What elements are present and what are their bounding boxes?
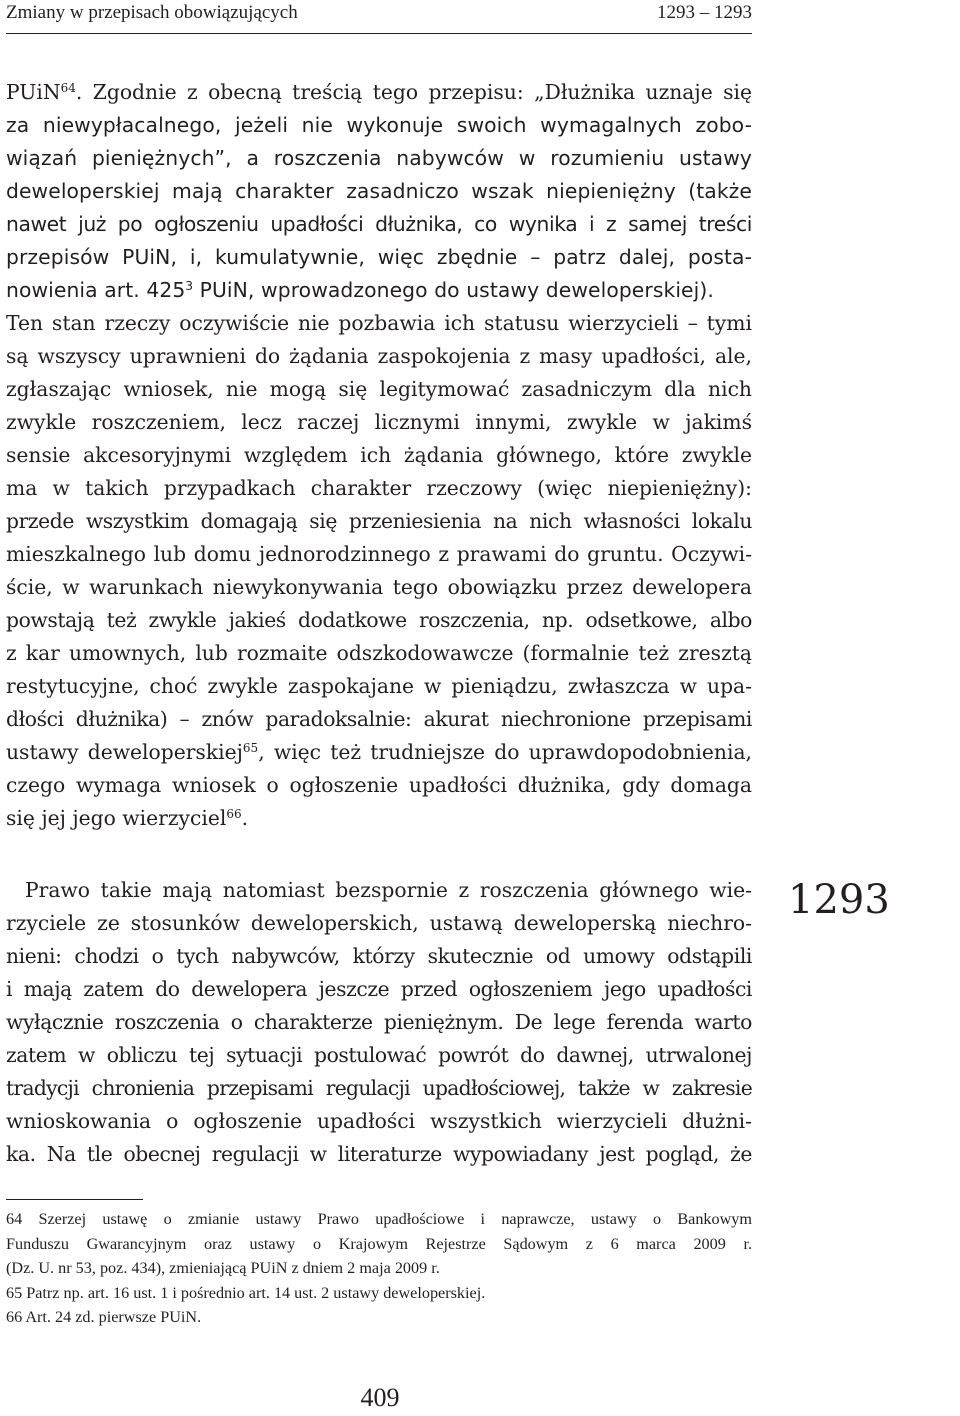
footnote-ref-65[interactable]: 65 xyxy=(242,741,259,755)
paragraph-1 xyxy=(6,76,752,835)
text-line: wiązań pieniężnych”, a roszczenia nabywców w rozumieniu ustawy xyxy=(6,146,752,170)
text-line: wyłącznie roszczenia o charakterze pieniężnym. De lege ferenda warto xyxy=(6,1010,752,1034)
page-number: 409 xyxy=(360,1383,400,1412)
text-line: powstają też zwykle jakieś dodatkowe roszczenia, np. odsetkowe, albo xyxy=(6,608,752,632)
text-line: przede wszystkim domagają się przeniesienia na nich własności lokalu xyxy=(6,509,752,533)
text-line: wnioskowania o ogłoszenie upadłości wszystkich wierzycieli dłużni- xyxy=(6,1109,752,1133)
footnotes xyxy=(6,1207,752,1330)
text-line: sensie akcesoryjnymi względem ich żądania głównego, które zwykle xyxy=(6,443,752,467)
text-line: są wszyscy uprawnieni do żądania zaspokojenia z masy upadłości, ale, xyxy=(6,344,752,368)
text-line: zwykle roszczeniem, lecz raczej licznymi innymi, zwykle w jakimś xyxy=(6,410,752,434)
footnote-66: 66 Art. 24 zd. pierwsze PUiN. xyxy=(6,1308,202,1326)
text-line: PUiN$^{64}$. Zgodnie z obecną treścią tego przepisu: „Dłużnika uznaje się xyxy=(6,80,752,104)
text-line: ście, w warunkach niewykonywania tego obowiązku przez dewelopera xyxy=(6,575,752,599)
text-line: z kar umownych, lub rozmaite odszkodowawcze (formalnie też zresztą xyxy=(6,641,752,665)
text-line: mieszkalnego lub domu jednorodzinnego z prawami do gruntu. Oczywi- xyxy=(6,542,752,566)
footnote-rule xyxy=(6,1199,143,1200)
text-line: deweloperskiej mają charakter zasadniczo wszak niepieniężny (także xyxy=(6,179,752,203)
text-line: nowienia art. $425^3$ PUiN, wprowadzonego do ustawy deweloperskiej). xyxy=(6,278,714,302)
footnote-64: 64 Szerzej ustawę o zmianie ustawy Prawo upadłościowe i naprawcze, ustawy o Bankowym xyxy=(6,1210,752,1228)
text-line: zatem w obliczu tej sytuacji postulować powrót do dawnej, utrwalonej xyxy=(6,1043,752,1067)
text-line: ustawy deweloperskiej$^{65}$, więc też trudniejsze do uprawdopodobnienia, xyxy=(6,740,752,764)
text-line: dłości dłużnika) – znów paradoksalnie: akurat niechronione przepisami xyxy=(6,707,752,731)
text-line: ka. Na tle obecnej regulacji w literaturze wypowiadany jest pogląd, że xyxy=(6,1142,752,1166)
text-line: za niewypłacalnego, jeżeli nie wykonuje swoich wymagalnych zobo- xyxy=(6,113,752,137)
paragraph-2 xyxy=(6,874,752,1171)
text-line: nieni: chodzi o tych nabywców, którzy skutecznie od umowy odstąpili xyxy=(6,944,752,968)
margin-number: 1293 xyxy=(788,877,890,923)
footnote-ref-66[interactable]: 66 xyxy=(226,807,242,821)
footnote-64-cont: (Dz. U. nr 53, poz. 434), zmieniającą PUiN z dniem 2 maja 2009 r. xyxy=(6,1259,440,1277)
running-header xyxy=(6,2,752,24)
text-line: się jej jego wierzyciel$^{66}$. xyxy=(6,806,249,830)
text-line: rzyciele ze stosunków deweloperskich, ustawą deweloperską niechro- xyxy=(6,911,752,935)
header-rule xyxy=(6,33,752,34)
footnote-64-cont: Funduszu Gwarancyjnym oraz ustawy o Krajowym Rejestrze Sądowym z 6 marca 2009 r. xyxy=(6,1234,752,1253)
text-line: i mają zatem do dewelopera jeszcze przed ogłoszeniem jego upadłości xyxy=(6,977,752,1001)
text-line: ma w takich przypadkach charakter rzeczowy (więc niepieniężny): xyxy=(6,476,752,500)
text-line: Ten stan rzeczy oczywiście nie pozbawia ich statusu wierzycieli – tymi xyxy=(6,311,752,335)
footnote-ref-64[interactable]: 64 xyxy=(60,81,76,95)
section-title: Zmiany w przepisach obowiązujących xyxy=(6,2,298,23)
text-line: tradycji chronienia przepisami regulacji upadłościowej, także w zakresie xyxy=(6,1076,752,1100)
margin-range: 1293 – 1293 xyxy=(657,2,752,23)
text-line: restytucyjne, choć zwykle zaspokajane w pieniądzu, zwłaszcza w upa- xyxy=(6,674,752,698)
text-line: czego wymaga wniosek o ogłoszenie upadłości dłużnika, gdy domaga xyxy=(6,773,752,797)
text-line: przepisów PUiN, i, kumulatywnie, więc zbędnie – patrz dalej, posta- xyxy=(6,245,752,269)
footnote-65: 65 Patrz np. art. 16 ust. 1 i pośrednio art. 14 ust. 2 ustawy deweloperskiej. xyxy=(6,1283,486,1302)
text-line: Prawo takie mają natomiast bezspornie z roszczenia głównego wie- xyxy=(25,878,752,902)
text-line: zgłaszając wniosek, nie mogą się legitymować zasadniczym dla nich xyxy=(6,377,752,401)
text-line: nawet już po ogłoszeniu upadłości dłużnika, co wynika i z samej treści xyxy=(6,212,752,236)
